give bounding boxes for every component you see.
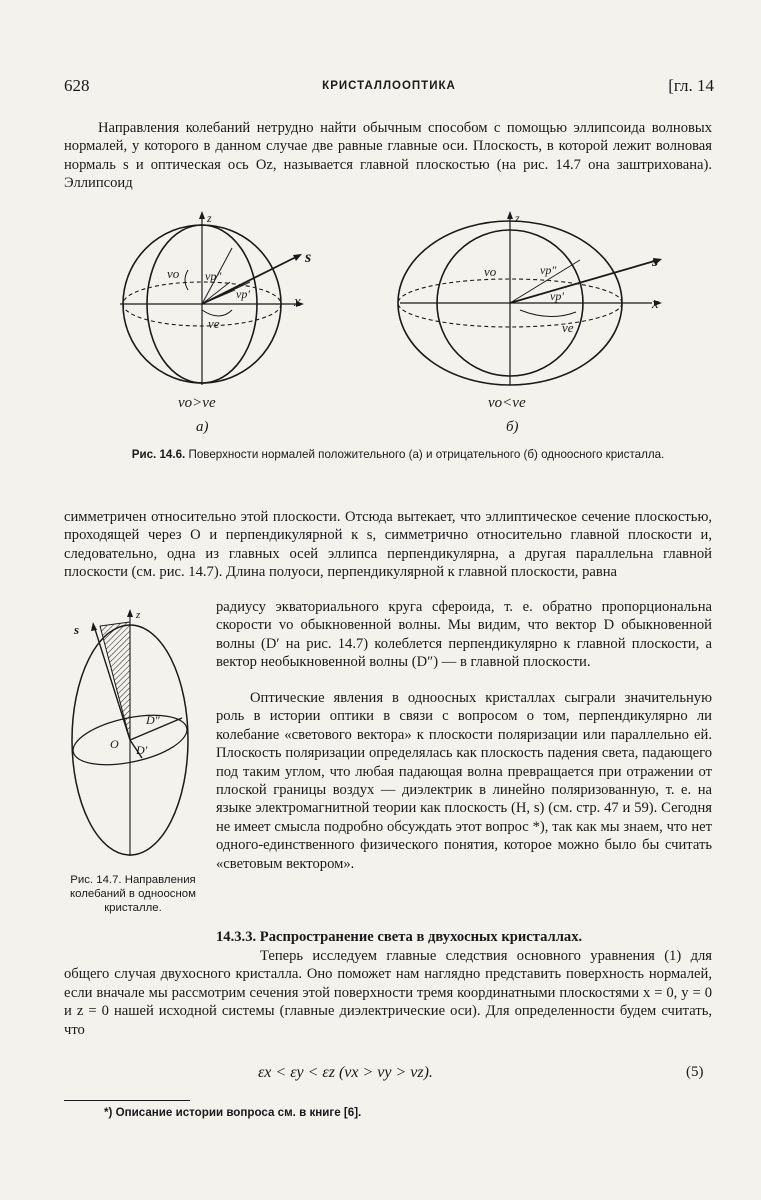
symmetric-continued: радиусу экваториального круга сфероида, т. е. обратно пропорциональна скорости vo обыкновенной волны. Мы видим, что вектор D обыкновенной волны (D′ на рис. 14.7) колеблется перпендикулярно к главной плоскости, а вектор необыкновенной волны (D″) — в главной плоскости. [216, 599, 712, 671]
vp1-line [510, 290, 555, 303]
label-z: z [136, 609, 141, 621]
figure-14-7 [64, 606, 204, 868]
caption-label: Рис. 14.6. [131, 448, 186, 461]
section-title: 14.3.3. Распространение света в двухосных кристаллах. [216, 929, 583, 945]
label-vo: vo [167, 266, 180, 281]
label-o: O [110, 737, 119, 751]
label-ve: ve [208, 316, 220, 331]
label-vp2: vp″ [205, 269, 222, 283]
ve-brace [520, 310, 576, 317]
main-plane-hatched [100, 622, 130, 740]
label-z: z [515, 211, 520, 225]
label-ve: ve [562, 320, 574, 335]
figure-14-6-b [380, 210, 680, 440]
label-x: x [294, 294, 301, 310]
label-s: s [652, 253, 659, 270]
running-title: КРИСТАЛЛООПТИКА [322, 80, 456, 92]
equation-5: εx < εy < εz (vx > vy > vz). [258, 1064, 433, 1081]
label-d1: D′ [136, 743, 148, 757]
label-s: s [74, 622, 80, 637]
sublabel-a: a) [196, 419, 209, 435]
page-header [64, 76, 714, 98]
hatch-2 [202, 290, 235, 304]
label-vp1: vp′ [550, 289, 564, 303]
z-arrow [199, 211, 205, 219]
figure-14-7-caption: Рис. 14.7. Направления колебаний в одноосном кристалле. [70, 874, 196, 914]
symmetric-paragraph: симметричен относительно этой плоскости. Отсюда вытекает, что эллиптическое сечение плоскостью, проходящей через O и перпендикулярной к s, симметрично относительно главной плоскости и, следовательно, одна из главных осей эллипса перпендикулярна, а другая параллельна главной плоскости (см. рис. 14.7). Длина полуоси, перпендикулярной к главной плоскости, равна [64, 509, 712, 581]
z-arrow [507, 211, 513, 219]
figure-14-6-a [110, 210, 340, 440]
figure-14-6-caption [78, 447, 718, 462]
equation-number: (5) [686, 1064, 704, 1080]
section-text: Теперь исследуем главные следствия основного уравнения (1) для общего случая двухосного кристалла. Оно поможет нам наглядно представить поверхность нормалей, если вначале мы рассмотрим сечения этой поверхности тремя координатными плоскостями x = 0, y = 0 и z = 0 нашей исходной системы (главные диэлектрические оси). Для определенности будем считать, что [64, 948, 712, 1038]
s-arrow [91, 622, 97, 631]
footnote: *) Описание истории вопроса см. в книге [6]. [104, 1106, 362, 1119]
label-s: s [305, 249, 312, 266]
label-d2: D″ [146, 713, 160, 727]
page-number: 628 [64, 76, 90, 95]
footnote-rule [64, 1100, 190, 1101]
label-vo: vo [484, 264, 497, 279]
vo-brace [185, 270, 188, 290]
optics-paragraph: Оптические явления в одноосных кристаллах сыграли значительную роль в истории оптики в связи с вопросом о том, перпендикулярно ли колебание «светового вектора» к плоскости поляризации или параллельно ей. Плоскость поляризации определялась как плоскость падения света, падающего под таким углом, что любая падающая волна превращается при отражении от плоской границы воздух — диэлектрик в линейно поляризованную, т. е. на языке электромагнитной теории как плоскость (H, s) (см. стр. 47 и 59). Сегодня не имеет смысла подробно обсуждать этот вопрос *), так как мы знаем, что нет одного-единственного физического понятия, которое можно было бы считать «световым вектором». [216, 690, 712, 872]
intro-paragraph: Направления колебаний нетрудно найти обычным способом с помощью эллипсоида волновых нормалей, у которого в данном случае две равные главные оси. Плоскость, в которой лежит волновая нормаль s и оптическая ось Oz, называется главной плоскостью (на рис. 14.7 она заштрихована). Эллипсоид [64, 120, 712, 192]
chapter-label: [гл. 14 [668, 76, 714, 95]
label-x: x [652, 296, 659, 312]
s-arrow [293, 254, 302, 261]
label-vp1: vp′ [236, 287, 250, 301]
condition-label: vo<ve [488, 395, 526, 411]
label-z: z [207, 211, 212, 225]
z-arrow [127, 609, 133, 617]
sublabel-b: б) [506, 419, 519, 435]
label-vp2: vp″ [540, 263, 557, 277]
caption-text: Поверхности нормалей положительного (а) и отрицательного (б) одноосного кристалла. [188, 448, 665, 461]
condition-label: vo>ve [178, 395, 216, 411]
